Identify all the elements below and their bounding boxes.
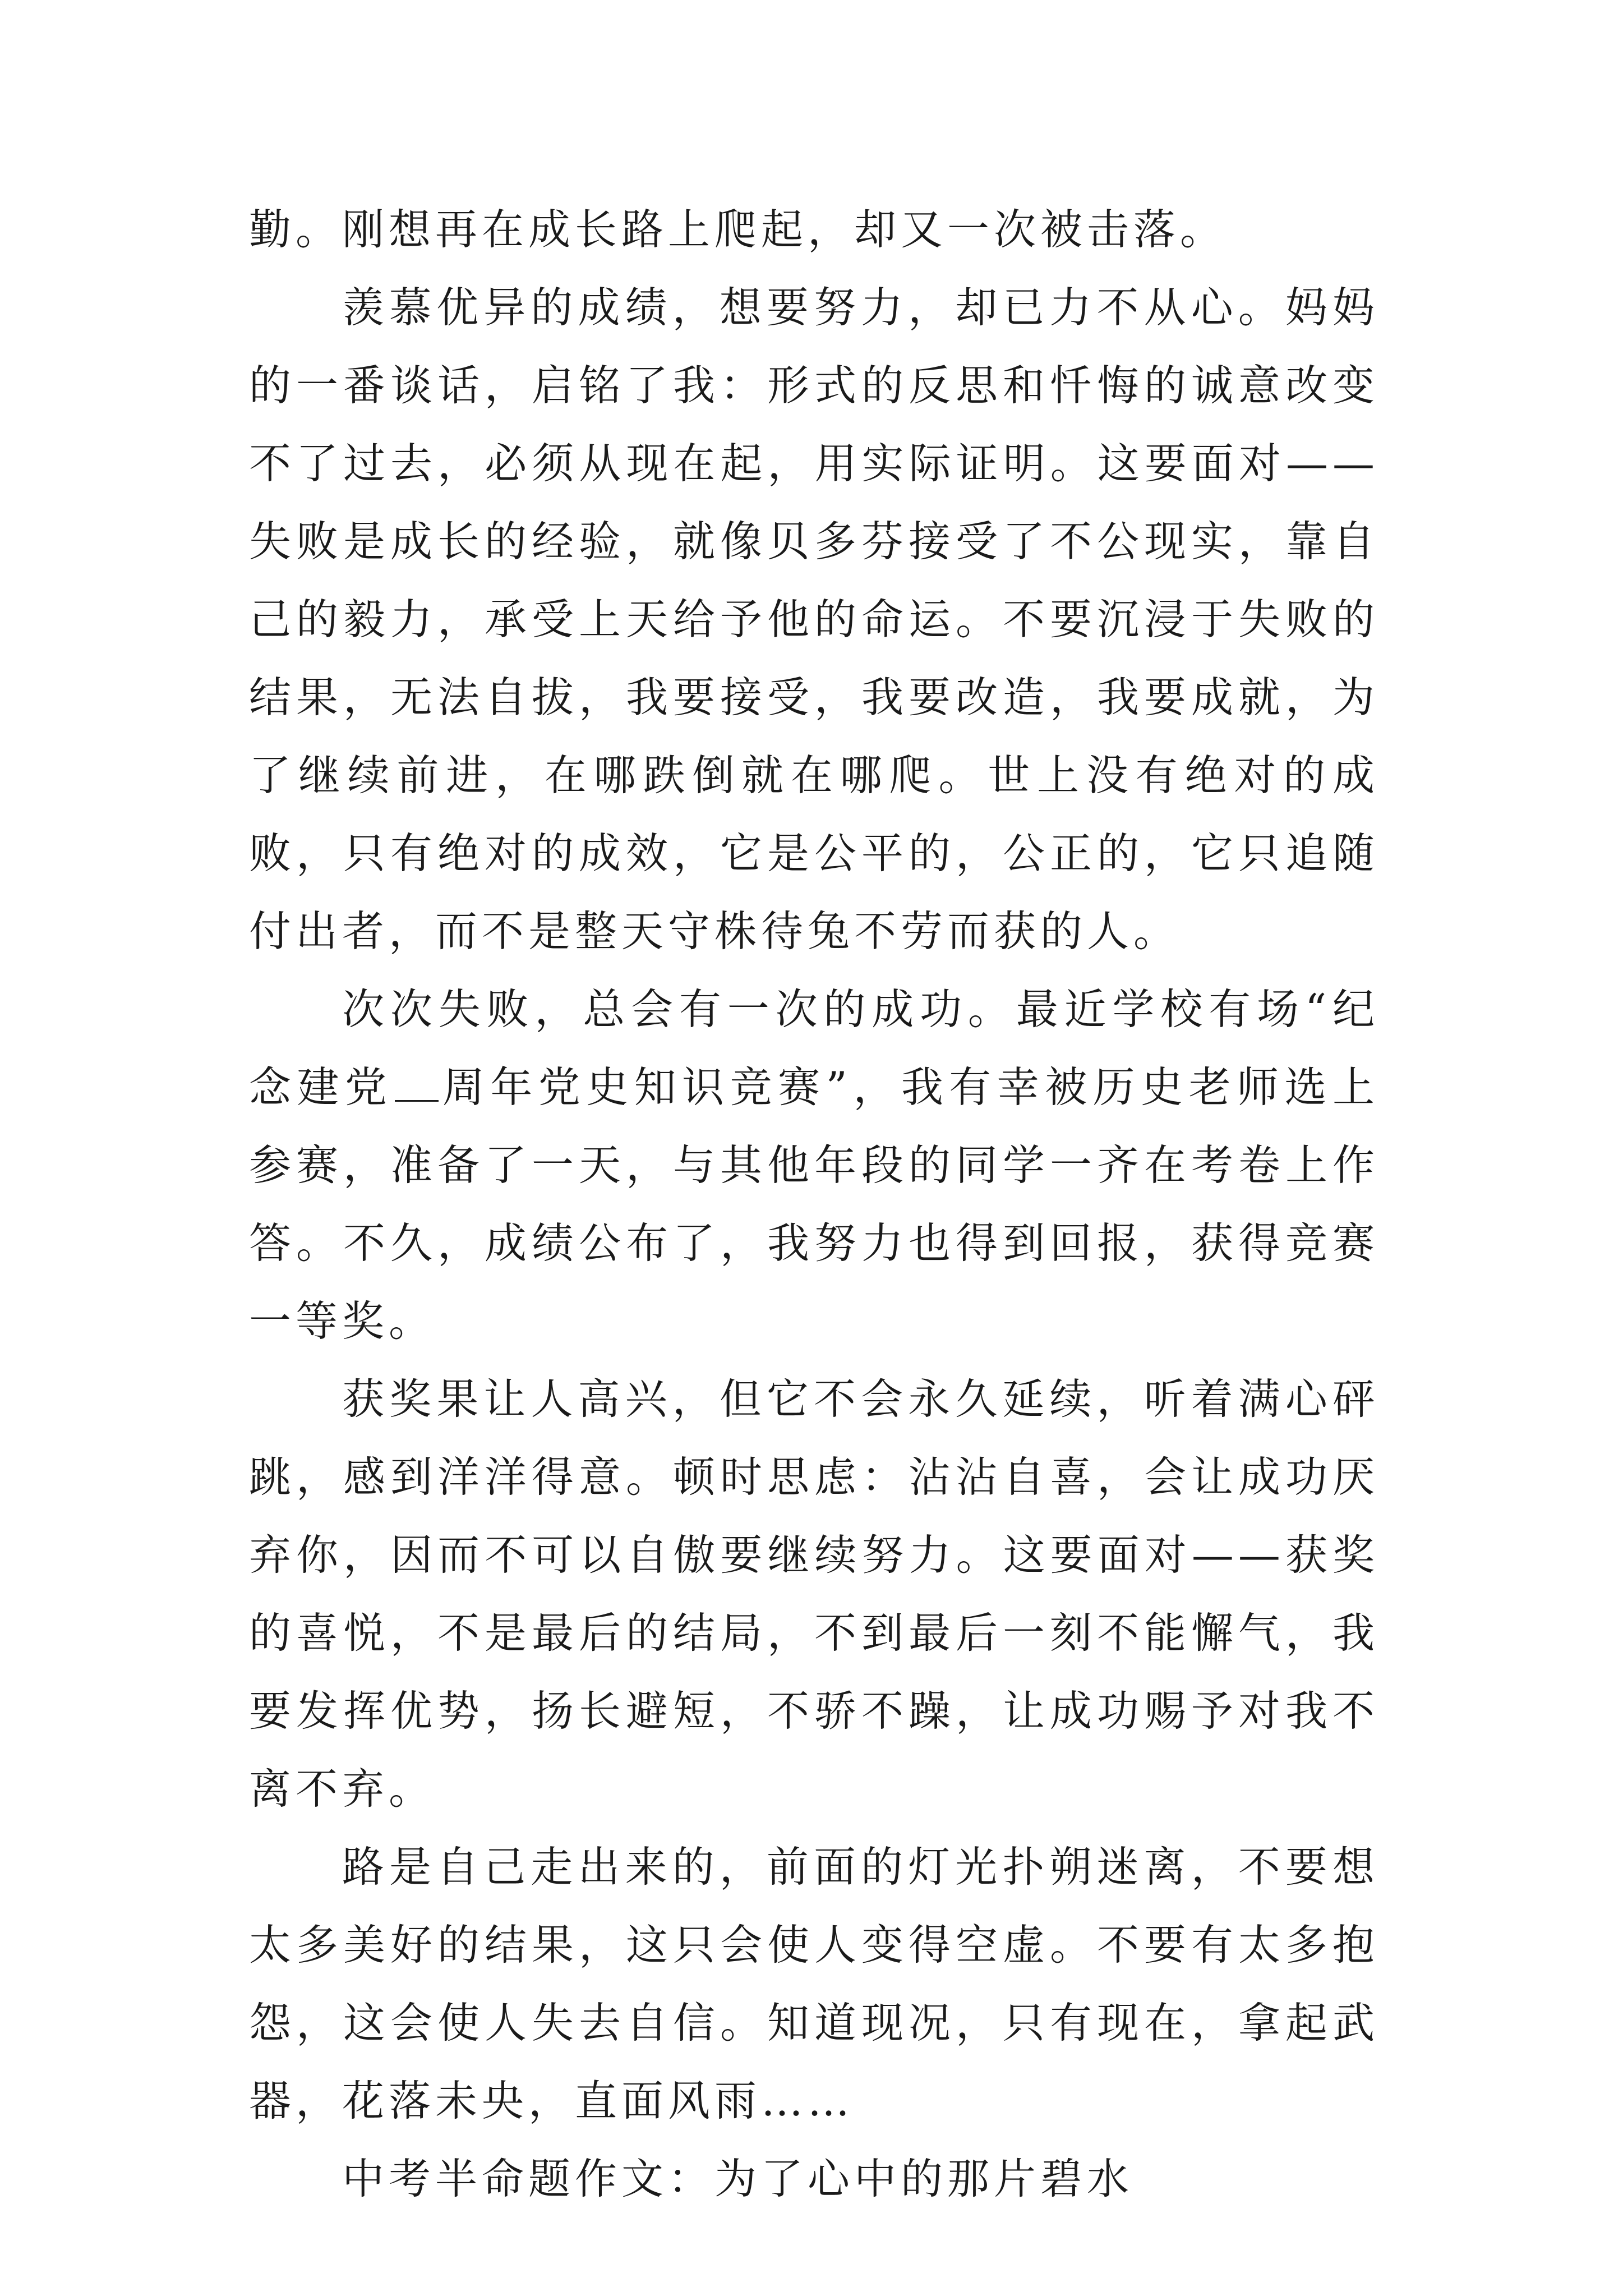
paragraph-4: 获奖果让人高兴，但它不会永久延续，听着满心砰跳，感到洋洋得意。顿时思虑：沾沾自喜，会让成功厌弃你，因而不可以自傲要继续努力。这要面对——获奖的喜悦，不是最后的结局，不到最后一刻不能懈气，我要发挥优势，扬长避短，不骄不躁，让成功赐予对我不离不弃。 bbox=[249, 1374, 1379, 1814]
paragraph-3-text-after-blank: 周年党史知识竞赛”，我有幸被历史老师选上参赛，准备了一天，与其他年段的同学一齐在考卷上作答。不久，成绩公布了，我努力也得到回报，获得竞赛一等奖。 bbox=[249, 1062, 1379, 1346]
paragraph-3 bbox=[249, 970, 1379, 1360]
fill-in-blank bbox=[395, 1064, 439, 1102]
paragraph-3-text-before-blank: 次次失败，总会有一次的成功。最近学校有场“纪念建党 bbox=[249, 984, 1379, 1112]
paragraph-2: 羡慕优异的成绩，想要努力，却已力不从心。妈妈的一番谈话，启铭了我：形式的反思和忏悔的诚意改变不了过去，必须从现在起，用实际证明。这要面对——失败是成长的经验，就像贝多芬接受了不公现实，靠自己的毅力，承受上天给予他的命运。不要沉浸于失败的结果，无法自拔，我要接受，我要改造，我要成就，为了继续前进，在哪跌倒就在哪爬。世上没有绝对的成败，只有绝对的成效，它是公平的，公正的，它只追随付出者，而不是整天守株待兔不劳而获的人。 bbox=[249, 283, 1379, 956]
paragraph-1: 勤。刚想再在成长路上爬起，却又一次被击落。 bbox=[249, 205, 1227, 254]
document-body bbox=[249, 191, 1379, 2218]
next-article-title: 中考半命题作文：为了心中的那片碧水 bbox=[342, 2154, 1134, 2203]
paragraph-5: 路是自己走出来的，前面的灯光扑朔迷离，不要想太多美好的结果，这只会使人变得空虚。不要有太多抱怨，这会使人失去自信。知道现况，只有现在，拿起武器，花落未央，直面风雨…… bbox=[249, 1842, 1379, 2125]
